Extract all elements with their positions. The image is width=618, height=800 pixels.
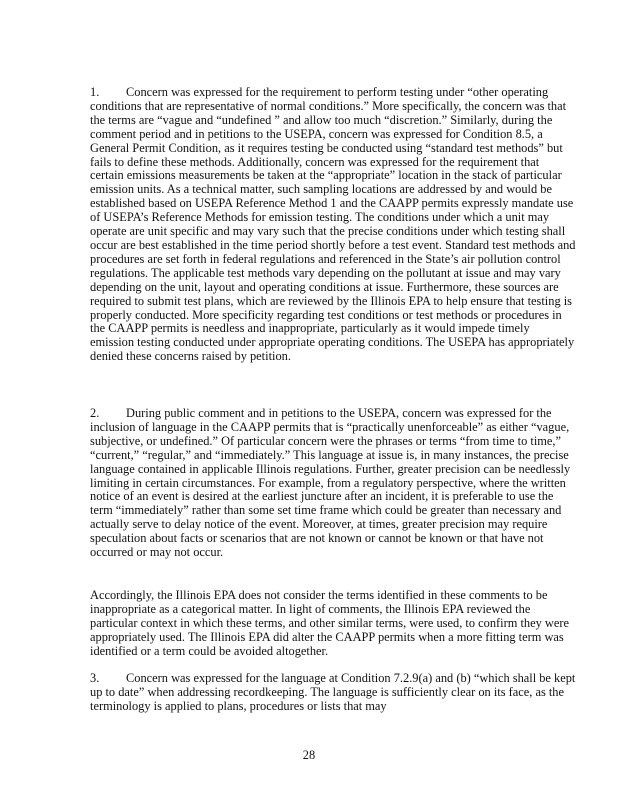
paragraph-1: [90, 86, 576, 364]
paragraph-text: Concern was expressed for the requirement to perform testing under “other operating conditions that are representative of normal conditions.” More specifically, the concern was that the terms are “vague and “undefined ” and allow too much “discretion.” Similarly, during the comment period and in petitions to the USEPA, concern was expressed for Condition 8.5, a General Permit Condition, as it requires testing be conducted using “standard test methods” but fails to define these methods. Additionally, concern was expressed for the requirement that certain emissions measurements be taken at the “appropriate” location in the stack of particular emission units. As a technical matter, such sampling locations are addressed by and would be established based on USEPA Reference Method 1 and the CAAPP permits expressly mandate use of USEPA’s Reference Methods for emission testing. The conditions under which a unit may operate are unit specific and may vary such that the precise conditions under which testing shall occur are best established in the time period shortly before a test event. Standard test methods and procedures are set forth in federal regulations and referenced in the State’s air pollution control regulations. The applicable test methods vary depending on the pollutant at issue and may vary depending on the unit, layout and operating conditions at issue. Furthermore, these sources are required to submit test plans, which are reviewed by the Illinois EPA to help ensure that testing is properly conducted. More specificity regarding test conditions or test methods or procedures in the CAAPP permits is needless and inappropriate, particularly as it would impede timely emission testing conducted under appropriate operating conditions. The USEPA has appropriately denied these concerns raised by petition.: [90, 85, 576, 364]
paragraph-number: 3.: [90, 671, 100, 685]
page-number: 28: [302, 748, 316, 762]
paragraph-number: 2.: [90, 406, 100, 420]
paragraph-text: During public comment and in petitions to the USEPA, concern was expressed for the inclusion of language in the CAAPP permits that is “practically unenforceable” as either “vague, subjective, or undefined.” Of particular concern were the phrases or terms “from time to time,” “current,” “regular,” and “immediately.” This language at issue is, in many instances, the precise language contained in applicable Illinois regulations. Further, greater precision can be needlessly limiting in certain circumstances. For example, from a regulatory perspective, where the written notice of an event is desired at the earliest juncture after an incident, it is preferable to use the term “immediately” rather than some set time frame which could be greater than necessary and actually serve to delay notice of the event. Moreover, at times, greater precision may require speculation about facts or scenarios that are not known or cannot be known or that have not occurred or may not occur.: [90, 406, 571, 560]
paragraph-number: 1.: [90, 85, 100, 99]
paragraph-3: [90, 672, 576, 714]
paragraph-text: Accordingly, the Illinois EPA does not consider the terms identified in these comments to be inappropriate as a categorical matter. In light of comments, the Illinois EPA reviewed the particular context in which these terms, and other similar terms, were used, to confirm they were appropriately used. The Illinois EPA did alter the CAAPP permits when a more fitting term was identified or a term could be avoided altogether.: [90, 588, 569, 658]
paragraph-2: [90, 407, 576, 560]
paragraph-text: Concern was expressed for the language at Condition 7.2.9(a) and (b) “which shall be kept up to date” when addressing recordkeeping. The language is sufficiently clear on its face, as the terminology is applied to plans, procedures or lists that may: [90, 671, 576, 713]
paragraph-accordingly: [90, 589, 576, 659]
